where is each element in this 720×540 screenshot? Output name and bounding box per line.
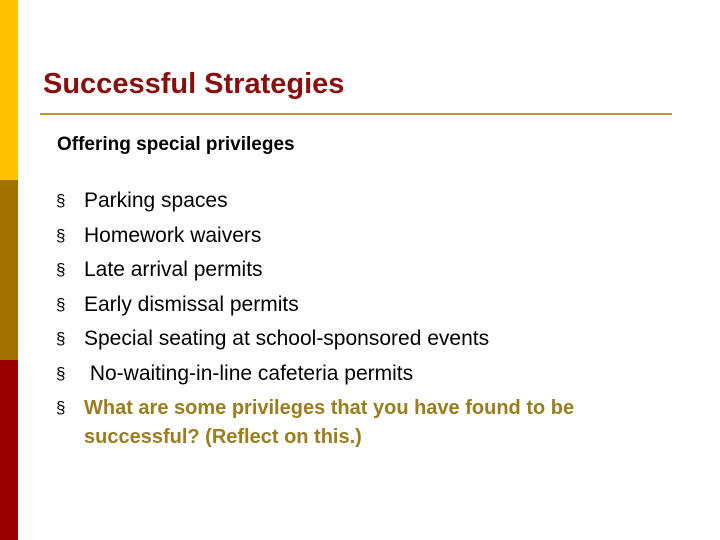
bullet-marker-icon: § [56,294,66,314]
bullet-item [56,184,656,219]
bullet-marker-icon: § [56,398,66,417]
bullet-text: Special seating at school-sponsored events [84,327,490,350]
bullet-item [56,322,656,357]
bullet-text: Late arrival permits [84,258,263,281]
bullet-text: Homework waivers [84,223,262,247]
bullet-item [56,357,656,392]
reflection-question-item [56,391,656,452]
bullet-marker-icon: § [56,363,66,383]
bullet-item [56,219,656,254]
slide-subtitle: Offering special privileges [57,134,295,155]
bullet-text: No-waiting-in-line cafeteria permits [84,361,414,385]
bullet-text: Early dismissal permits [84,292,299,316]
bullet-item [56,253,656,288]
bullet-item [56,288,656,323]
bullet-marker-icon: § [56,260,66,279]
bullet-list [56,184,656,452]
side-bar-brown [0,180,18,360]
reflection-question-text: What are some privileges that you have found to be successful? (Reflect on this.) [84,397,575,448]
bullet-marker-icon: § [56,225,66,245]
slide-title: Successful Strategies [43,68,345,100]
bullet-marker-icon: § [56,191,66,210]
bullet-marker-icon: § [56,329,66,348]
side-bar-gold [0,0,18,180]
side-bar-red [0,360,18,540]
bullet-text: Parking spaces [84,189,228,212]
title-divider [40,113,672,115]
